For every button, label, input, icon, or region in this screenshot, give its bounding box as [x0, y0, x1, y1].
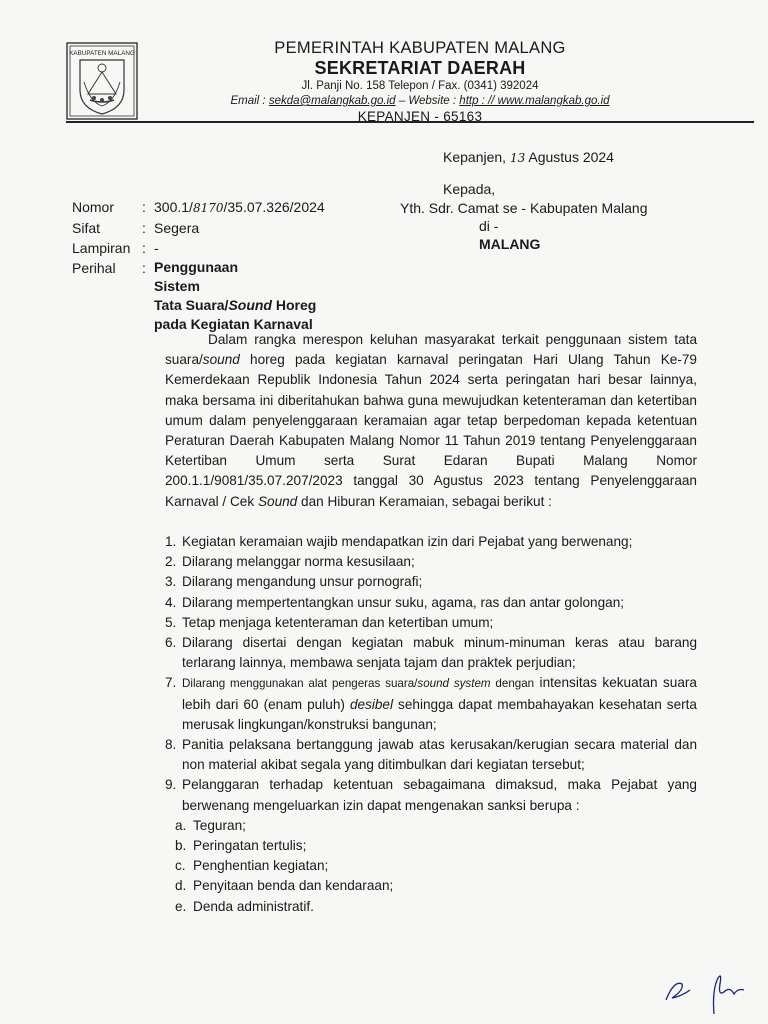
- item-text: Panitia pelaksana bertanggung jawab atas kerusakan/kerugian secara material dan non material akibat segala yang ditimbulkan dari kegiatan tersebut;: [182, 737, 697, 773]
- list-item: [165, 633, 697, 673]
- item-text: Pelanggaran terhadap ketentuan sebagaimana dimaksud, maka Pejabat yang berwenang mengeluarkan izin dapat mengenakan sanksi berupa :: [182, 777, 697, 813]
- item-letter: c.: [175, 858, 186, 874]
- sifat-label: Sifat: [72, 220, 101, 236]
- item-letter: a.: [175, 817, 187, 833]
- letterhead-divider: [66, 121, 754, 123]
- item-text: Dilarang melanggar norma kesusilaan;: [182, 554, 415, 570]
- intro-part-a: Dalam rangka merespon keluhan masyarakat terkait penggunaan sistem tata suara/: [165, 332, 697, 368]
- item-number: 4.: [165, 594, 177, 610]
- list-item: [165, 735, 697, 775]
- item-text: Penghentian kegiatan;: [193, 858, 329, 874]
- sanctions-list: [175, 816, 697, 917]
- office-address: Jl. Panji No. 158 Telepon / Fax. (0341) 392024: [301, 80, 539, 92]
- addressee: [400, 199, 647, 253]
- website-label: – Website :: [395, 95, 460, 107]
- item-text: Denda administratif.: [193, 898, 314, 914]
- item-text: Tetap menjaga ketenteraman dan ketertiban umum;: [182, 614, 494, 630]
- item-number: 9.: [165, 777, 177, 793]
- intro-part-c: horeg pada kegiatan karnaval peringatan Hari Ulang Tahun Ke-79 Kemerdekaan Republik Indonesia Tahun 2024 serta peringatan hari besar lainnya, maka bersama ini diberitahukan bahwa guna mewujudkan ketenteraman dan ketertiban umum dalam penyelenggaraan keramaian agar tetap berpedoman kepada ketentuan Peraturan Daerah Kabupaten Malang Nomor 11 Tahun 2019 tentang Penyelenggaraan Ketertiban Umum serta Surat Edaran Bupati Malang Nomor 200.1.1/9081/35.07.207/2023 tanggal 30 Agustus 2023 tentang Penyelenggaraan Karnaval / Cek: [165, 352, 697, 509]
- intro-part-e: dan Hiburan Keramaian, sebagai berikut :: [297, 493, 552, 509]
- perihal-line2a: Tata Suara/: [154, 297, 229, 313]
- city-postcode: KEPANJEN - 65163: [357, 109, 483, 124]
- meta-perihal: [72, 258, 344, 334]
- item-number: 3.: [165, 574, 177, 590]
- item-text: Teguran;: [193, 817, 246, 833]
- perihal-label: Perihal: [72, 260, 116, 276]
- item7-part-e: desibel: [349, 696, 394, 712]
- list-item: [175, 876, 697, 896]
- colon: :: [142, 240, 146, 256]
- item-number: 1.: [165, 534, 177, 549]
- letter-body: [165, 330, 697, 512]
- item-text: Dilarang mempertentangkan unsur suku, agama, ras dan antar golongan;: [182, 594, 625, 610]
- letter-date: [443, 149, 614, 165]
- intro-part-d: Sound: [257, 493, 298, 509]
- logo-text: KABUPATEN MALANG: [69, 50, 135, 57]
- website-link[interactable]: http : // www.malangkab.go.id: [459, 95, 610, 107]
- email-link[interactable]: sekda@malangkab.go.id: [268, 95, 396, 107]
- list-item: [175, 897, 697, 917]
- nomor-handwritten: 8170: [192, 201, 224, 215]
- colon: :: [142, 260, 146, 276]
- item-text: Penyitaan benda dan kendaraan;: [193, 878, 394, 894]
- meta-nomor: [72, 197, 344, 218]
- nomor-value: [154, 197, 344, 218]
- perihal-line2b: Sound: [228, 297, 272, 313]
- intro-part-b: sound: [202, 352, 240, 368]
- colon: :: [142, 199, 146, 215]
- date-place: Kepanjen,: [443, 149, 510, 165]
- kabupaten-malang-emblem: [66, 42, 138, 120]
- list-item: [165, 613, 697, 633]
- item7-part-c: dengan: [490, 677, 535, 691]
- sifat-value: Segera: [154, 220, 200, 236]
- nomor-suffix: /35.07.326/2024: [223, 199, 325, 215]
- item7-part-d: intensitas kekuatan suara lebih dari 60 (enam puluh): [182, 675, 697, 712]
- lampiran-value: -: [154, 240, 159, 256]
- item-text: Kegiatan keramaian wajib mendapatkan izin dari Pejabat yang berwenang;: [182, 534, 633, 549]
- list-item: [175, 856, 697, 876]
- item-number: 2.: [165, 554, 177, 570]
- list-item: [175, 836, 697, 856]
- item-text: [182, 673, 697, 735]
- list-item: [165, 532, 697, 552]
- date-day-handwritten: 13: [509, 151, 526, 165]
- item7-part-b: sound system: [417, 677, 491, 691]
- perihal-value: [154, 258, 344, 334]
- item-number: 7.: [165, 675, 177, 691]
- addressee-city: MALANG: [479, 236, 541, 252]
- list-item: [165, 593, 697, 613]
- paraf-initials: [660, 960, 750, 1020]
- item-letter: e.: [175, 898, 187, 914]
- list-item: [175, 816, 697, 836]
- list-item: [165, 552, 697, 572]
- intro-paragraph: [165, 330, 697, 512]
- item-text: Dilarang mengandung unsur pornografi;: [182, 574, 423, 590]
- contact-line: [160, 94, 680, 108]
- colon: :: [142, 220, 146, 236]
- letter-meta: [72, 197, 344, 334]
- item-number: 6.: [165, 635, 177, 651]
- item-number: 8.: [165, 737, 177, 753]
- nomor-prefix: 300.1/: [154, 199, 193, 215]
- office-name: SEKRETARIAT DAERAH: [314, 58, 526, 78]
- item-letter: b.: [175, 838, 187, 854]
- letterhead: [160, 38, 680, 125]
- item-number: 5.: [165, 614, 177, 630]
- date-month-year: Agustus 2024: [525, 149, 614, 165]
- government-name: PEMERINTAH KABUPATEN MALANG: [274, 39, 566, 57]
- item-text: Peringatan tertulis;: [193, 838, 307, 854]
- provisions-list: [165, 532, 697, 917]
- perihal-line3: pada Kegiatan Karnaval: [154, 316, 313, 332]
- addressee-di: di -: [479, 218, 499, 234]
- nomor-label: Nomor: [72, 199, 115, 215]
- meta-lampiran: [72, 238, 344, 258]
- meta-sifat: [72, 218, 344, 238]
- item7-part-a: Dilarang menggunakan alat pengeras suara/: [182, 677, 418, 691]
- item-letter: d.: [175, 878, 187, 894]
- perihal-line1a: Penggunaan: [154, 259, 239, 275]
- addressee-name: Yth. Sdr. Camat se - Kabupaten Malang: [400, 200, 648, 216]
- item7-part-f: sehingga dapat membahayakan kesehatan serta merusak lingkungan/konstruksi bangunan;: [182, 696, 697, 732]
- list-item: [165, 775, 697, 815]
- list-item: [165, 673, 697, 735]
- email-label: Email :: [230, 95, 269, 107]
- list-item: [165, 572, 697, 592]
- perihal-line2c: Horeg: [271, 297, 317, 313]
- lampiran-label: Lampiran: [72, 240, 131, 256]
- item-text: Dilarang disertai dengan kegiatan mabuk minum-minuman keras atau barang terlarang lainnya, membawa senjata tajam dan praktek perjudian;: [182, 635, 697, 671]
- perihal-line1b: Sistem: [154, 278, 200, 294]
- kepada-label: Kepada,: [443, 181, 496, 197]
